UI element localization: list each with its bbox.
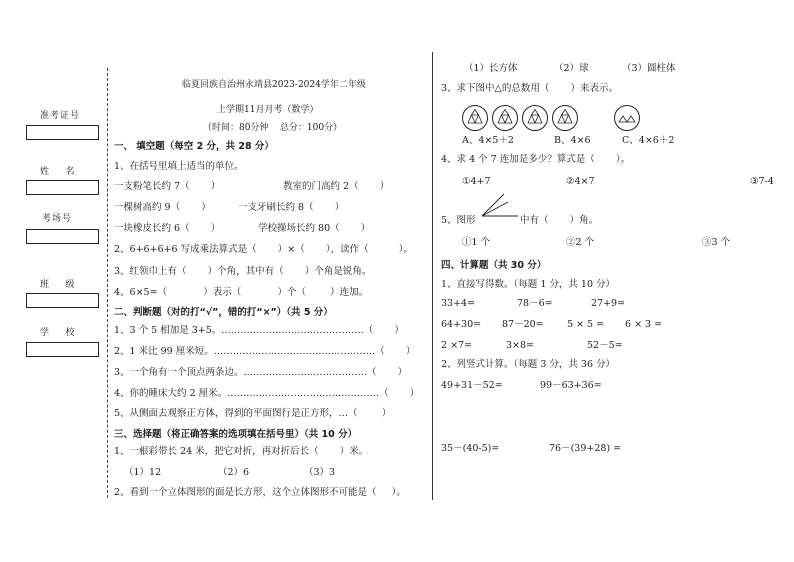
s3-q4-opt-1: ①4+7: [462, 176, 491, 187]
s3-q4-opt-3: ③7-4: [750, 176, 774, 187]
s3-q5-prefix: 5、图形: [441, 215, 476, 226]
triangles-icon: [615, 106, 639, 130]
section-4-heading: 四、计算题（共 30 分）: [441, 260, 547, 271]
room-box[interactable]: [26, 229, 99, 244]
calc-item: 64+30=: [441, 319, 482, 330]
column-calc-item: 76－(39+28) =: [549, 443, 622, 454]
calc-item: 2 ×7=: [441, 340, 473, 351]
column-calc-item: 49+31－52=: [441, 380, 503, 391]
s3-q4: 4、求 4 个 7 连加是多少？算式是（ ）。: [441, 154, 631, 165]
field-label-exam-id: 准考证号: [40, 111, 81, 121]
triangles-icon: [493, 106, 517, 130]
s1-q1: 1、在括号里填上适当的单位。: [114, 161, 244, 172]
s2-item-1: 1、3 个 5 相加是 3+5。………………………………………（ ）: [114, 325, 404, 336]
angle-figure-icon: [478, 192, 520, 218]
s3-q1-opt-3: （3）3: [304, 467, 336, 478]
field-label-name: 姓 名: [40, 167, 76, 177]
calc-item: 6 × 3 =: [625, 319, 663, 330]
s3-q3-opt-a: A、4×5＋2: [462, 135, 514, 146]
page-title: 临夏回族自治州永靖县2023-2024学年二年级: [182, 80, 366, 90]
column-calc-item: 99－63+36=: [540, 380, 602, 391]
triangles-icon: [523, 106, 547, 130]
s3-q2-opt-1: （1）长方体: [464, 63, 518, 74]
s1-r3b: 学校操场长约 80（ ）: [258, 223, 371, 234]
s3-q5-opt-2: ②2 个: [566, 237, 595, 248]
field-label-class: 班 级: [40, 280, 76, 290]
calc-item: 3×8=: [506, 340, 535, 351]
column-divider: [432, 52, 433, 500]
class-box[interactable]: [26, 293, 99, 308]
section-2-heading: 二、判断题（对的打“√”，错的打“×”）（共 5 分）: [114, 307, 333, 318]
s2-item-2: 2、1 米比 99 厘米短。……………………………………………（ ）: [114, 346, 416, 357]
s1-r2b: 一支牙刷长约 8（ ）: [238, 202, 345, 213]
name-box[interactable]: [26, 180, 99, 195]
calc-item: 5 × 5 =: [567, 319, 605, 330]
section-1-heading: 一、 填空题（每空 2 分，共 28 分）: [114, 141, 274, 152]
field-label-school: 学 校: [40, 328, 76, 338]
calc-item: 27+9=: [591, 298, 626, 309]
s3-q2: 2、看到一个立体图形的面是长方形，这个立体图形不可能是（ ）。: [114, 487, 406, 498]
calc-item: 33+4=: [441, 298, 476, 309]
s3-q1: 1、一根彩带长 24 米，把它对折，再对折后长（ ）米。: [114, 446, 369, 457]
s4-q1: 1、直接写得数。（每题 1 分，共 10 分）: [441, 279, 616, 290]
circle-icon: [614, 105, 640, 131]
s1-q2: 2、6+6+6+6 写成乘法算式是（ ）×（ ），读作（ ）。: [114, 244, 414, 255]
s3-q2-opt-3: （3）圆柱体: [622, 63, 676, 74]
school-box[interactable]: [26, 342, 99, 357]
exam-info: （时间：80分钟 总分：100分）: [203, 123, 343, 133]
circle-icon: [522, 105, 548, 131]
section-3-heading: 三、选择题（将正确答案的选项填在括号里）（共 10 分）: [114, 429, 358, 440]
s3-q1-opt-2: （2）6: [218, 467, 250, 478]
s1-r3a: 一块橡皮长约 6（ ）: [114, 223, 221, 234]
triangles-icon: [553, 106, 577, 130]
s3-q3: 3、求下图中△的总数用（ ）来表示。: [441, 83, 618, 94]
circle-icon: [462, 105, 488, 131]
binding-line: [107, 68, 108, 498]
calc-item: 87－20=: [502, 319, 544, 330]
column-calc-item: 35－(40-5)=: [441, 443, 500, 454]
s3-q3-opt-c: C、4×6＋2: [622, 135, 675, 146]
page-subtitle: 上学期11月月考（数学）: [217, 105, 319, 115]
field-label-room: 考场号: [42, 214, 73, 224]
calc-item: 52－5=: [587, 340, 623, 351]
exam-id-box[interactable]: [26, 125, 99, 140]
triangles-icon: [463, 106, 487, 130]
s1-q3: 3、红领巾上有（ ）个角，其中有（ ）个角是锐角。: [114, 266, 372, 277]
s2-item-3: 3、一个角有一个顶点两条边。…………………………………（ ）: [114, 367, 408, 378]
calc-item: 78－6=: [517, 298, 553, 309]
s3-q1-opt-1: （1）12: [124, 467, 162, 478]
s3-q2-opt-2: （2）球: [554, 63, 589, 74]
s1-r2a: 一棵树高约 9（ ）: [114, 202, 211, 213]
s4-q2: 2、列竖式计算。（每题 3 分，共 36 分）: [441, 359, 616, 370]
circle-icon: [492, 105, 518, 131]
s2-item-5: 5、从侧面去观察正方体，得到的平面图行是正方形，…（ ）: [114, 408, 392, 419]
s2-item-4: 4、你的睡床大约 2 厘米。…………………………………………（ ）: [114, 388, 420, 399]
s3-q3-opt-b: B、4×6: [554, 135, 591, 146]
s1-q4: 4、6×5=（ ）表示（ ）个（ ）连加。: [114, 287, 369, 298]
s1-r1b: 教室的门高约 2（ ）: [283, 181, 390, 192]
s1-r1a: 一支粉笔长约 7（ ）: [114, 181, 221, 192]
s3-q4-opt-2: ②4×7: [566, 176, 595, 187]
circle-icon: [552, 105, 578, 131]
s3-q5-opt-3: ③3 个: [702, 237, 731, 248]
s3-q5-opt-1: ①1 个: [462, 237, 491, 248]
s3-q5-suffix: 中有（ ）角。: [520, 215, 599, 226]
